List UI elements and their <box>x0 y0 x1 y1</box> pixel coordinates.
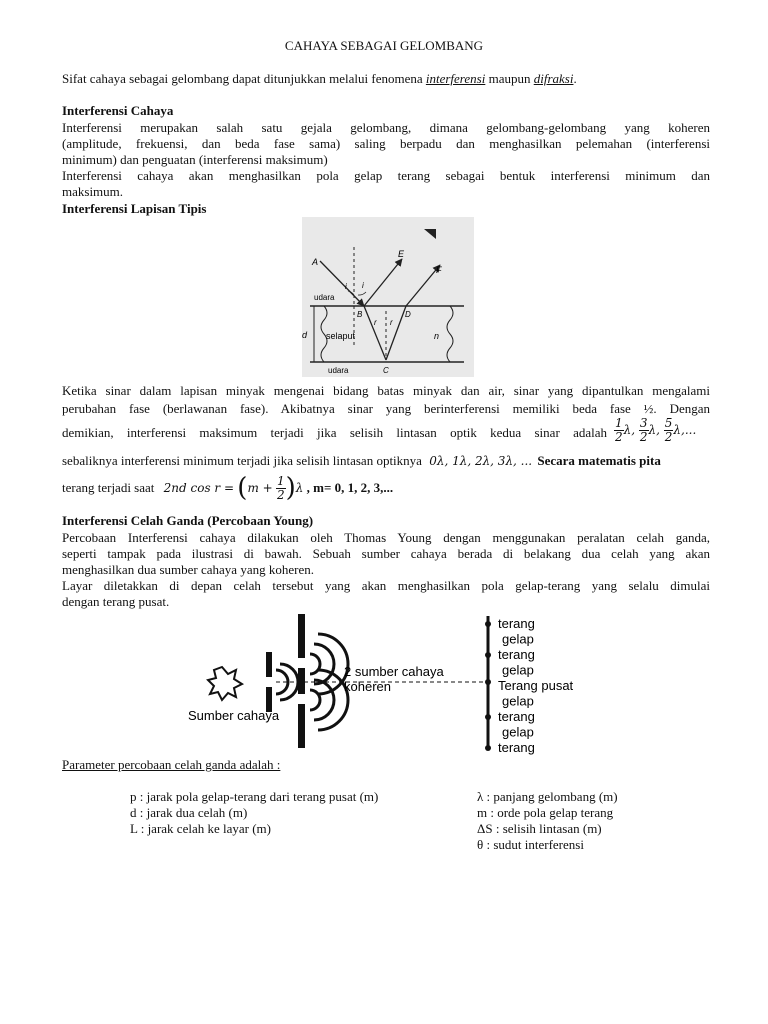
param-left-p: p : jarak pola gelap-terang dari terang pusat (m) <box>130 789 379 804</box>
wave-arc-lower <box>310 690 320 710</box>
frac-den: 2 <box>639 430 648 444</box>
intro-end: . <box>573 71 577 86</box>
frac-1-2 <box>614 417 624 444</box>
label-dua-sumber-1: 2 sumber cahaya <box>344 664 444 679</box>
screen-label-terang: terang <box>498 616 535 631</box>
min-condition-expression: 0λ, 1λ, 2λ, 3λ, ... <box>429 454 533 468</box>
term-interferensi: interferensi <box>425 71 486 86</box>
s2-p-line1: Ketika sinar dalam lapisan minyak mengenai bidang batas minyak dan air, sinar yang dipantulkan mengalami <box>62 383 710 398</box>
angle-arc-2 <box>358 292 366 295</box>
frac-den: 2 <box>276 487 285 502</box>
label-f: F <box>436 265 442 275</box>
params-heading: Parameter percobaan celah ganda adalah : <box>62 757 281 772</box>
frac-3-2 <box>639 417 649 444</box>
wave-arc-upper <box>314 644 334 684</box>
heading-celah-ganda: Interferensi Celah Ganda (Percobaan Young) <box>62 513 314 528</box>
frac-num: 3 <box>639 416 648 430</box>
frac-num: 5 <box>664 416 673 430</box>
frac-num: 1 <box>615 416 623 430</box>
s1-p1-line3: minimum) dan penguatan (interferensi maksimum) <box>62 152 328 167</box>
frac-den: 2 <box>615 430 623 444</box>
screen-bright-dot <box>485 679 491 685</box>
right-paren: ) <box>285 473 296 503</box>
double-slit-bottom <box>298 704 305 748</box>
formula-lambda: λ <box>295 481 304 495</box>
intro-middle: maupun <box>485 71 534 86</box>
label-udara-bottom: udara <box>328 366 349 375</box>
wave-arc-lower <box>314 680 334 720</box>
math-intro-text: Secara matematis pita <box>537 453 661 468</box>
label-n: n <box>434 331 440 341</box>
label-i-2: i <box>362 281 364 290</box>
light-source-icon <box>208 667 242 700</box>
formula-lhs: 2nd cos r = <box>163 481 235 495</box>
param-left-d: d : jarak dua celah (m) <box>130 805 248 820</box>
frac-num: 1 <box>276 473 285 488</box>
screen-bright-dot <box>485 621 491 627</box>
param-right-theta: θ : sudut interferensi <box>477 837 584 852</box>
screen-bright-dot <box>485 745 491 751</box>
s1-p1-line2: (amplitude, frekuensi, dan beda fase sama) saling berpadu dan menghasilkan pelemahan (interferensi <box>62 136 710 151</box>
emergent-ray-f <box>406 265 440 306</box>
s1-p1-line1: Interferensi merupakan salah satu gejala gelombang, dimana gelombang-gelombang yang koheren <box>62 120 710 135</box>
param-right-m: m : orde pola gelap terang <box>477 805 614 820</box>
thin-film-diagram <box>302 217 474 377</box>
max-condition-expression <box>614 417 696 444</box>
param-left-l: L : jarak celah ke layar (m) <box>130 821 271 836</box>
frac-den: 2 <box>664 430 673 444</box>
label-selaput: selaput <box>326 331 356 341</box>
label-sumber-cahaya: Sumber cahaya <box>188 708 280 723</box>
label-r-1: r <box>374 318 377 327</box>
s3-p1-line1: Percobaan Interferensi cahaya dilakukan oleh Thomas Young dengan menggunakan peralatan celah ganda, <box>62 530 710 545</box>
formula-frac <box>276 475 286 502</box>
label-dua-sumber-2: koheren <box>344 679 391 694</box>
s2-p-line5 <box>62 474 393 502</box>
m-values: , m= 0, 1, 2, 3,... <box>306 480 394 495</box>
label-b: B <box>357 310 363 319</box>
page-title: CAHAYA SEBAGAI GELOMBANG <box>284 38 484 53</box>
screen-label-gelap: gelap <box>502 693 534 709</box>
double-slit-middle <box>298 668 305 694</box>
s2-p-line4 <box>62 453 661 469</box>
label-c: C <box>383 366 389 375</box>
refracted-ray-down <box>364 306 386 360</box>
s3-p1-line2: seperti tampak pada ilustrasi di bawah. Sebuah sumber cahaya berada di belakang dua celah yang akan <box>62 546 710 561</box>
double-slit-diagram <box>180 612 600 760</box>
refracted-ray-up <box>386 306 406 360</box>
param-right-lambda: λ : panjang gelombang (m) <box>477 789 618 804</box>
formula-m: m + <box>247 481 273 495</box>
screen-label-gelap: gelap <box>502 662 534 678</box>
label-e: E <box>398 249 405 259</box>
screen-bright-dot <box>485 714 491 720</box>
screen-label-terang: Terang pusat <box>498 678 574 693</box>
double-slit-figure <box>180 612 600 760</box>
intro-paragraph <box>62 71 577 87</box>
label-a: A <box>312 257 319 267</box>
screen-label-gelap: gelap <box>502 631 534 647</box>
param-right-ds: ΔS : selisih lintasan (m) <box>477 821 602 836</box>
screen-label-terang: terang <box>498 740 535 755</box>
heading-interferensi-cahaya: Interferensi Cahaya <box>62 103 174 118</box>
frac-5-2 <box>664 417 674 444</box>
left-paren: ( <box>237 473 248 503</box>
double-slit-top <box>298 614 305 658</box>
corner-mark-icon <box>424 229 436 239</box>
heading-lapisan-tipis: Interferensi Lapisan Tipis <box>62 201 207 216</box>
s1-p2-line1: Interferensi cahaya akan menghasilkan pola gelap terang sebagai bentuk interferensi minimum dan <box>62 168 710 183</box>
min-condition-text: sebaliknya interferensi minimum terjadi jika selisih lintasan optiknya <box>62 453 422 468</box>
label-udara-top: udara <box>314 293 335 302</box>
thin-film-figure <box>302 217 474 377</box>
screen-label-terang: terang <box>498 709 535 724</box>
label-r-2: r <box>390 318 393 327</box>
s2-p-line2: perubahan fase (berlawanan fase). Akibatnya sinar yang berinterferensi memiliki beda fase ½. Dengan <box>62 401 710 416</box>
reflected-ray-e <box>364 259 402 306</box>
lambda-symbol: λ, <box>648 423 660 437</box>
s3-p2-line2: dengan terang pusat. <box>62 594 170 609</box>
intro-text: Sifat cahaya sebagai gelombang dapat ditunjukkan melalui fenomena <box>62 71 426 86</box>
screen-label-gelap: gelap <box>502 724 534 740</box>
screen-bright-dot <box>485 652 491 658</box>
screen-pattern <box>485 616 574 755</box>
single-slit-top <box>266 652 272 677</box>
bright-condition-text: terang terjadi saat <box>62 480 155 495</box>
s2-p-line3: demikian, interferensi maksimum terjadi jika selisih lintasan optik kedua sinar adalah <box>62 425 607 440</box>
s3-p1-line3: menghasilkan dua sumber cahaya yang koheren. <box>62 562 314 577</box>
lambda-symbol: λ, <box>623 423 636 437</box>
right-wavy-edge <box>447 306 453 362</box>
label-d-thickness: d <box>302 330 308 340</box>
lambda-symbol: λ, <box>673 423 685 437</box>
label-d-point: D <box>405 310 411 319</box>
label-i-1: i <box>345 282 347 291</box>
s3-p2-line1: Layar diletakkan di depan celah tersebut yang akan menghasilkan pola gelap-terang yang selalu dimulai <box>62 578 710 593</box>
s1-p2-line2: maksimum. <box>62 184 124 199</box>
term-difraksi: difraksi <box>533 71 574 86</box>
screen-label-terang: terang <box>498 647 535 662</box>
ellipsis: ... <box>684 423 697 437</box>
